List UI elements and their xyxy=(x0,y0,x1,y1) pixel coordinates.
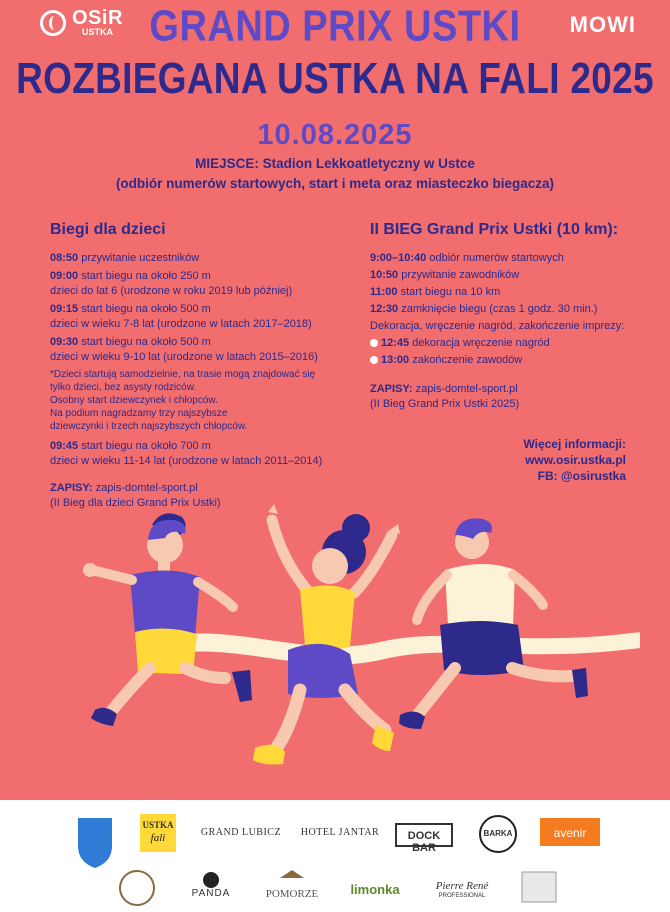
note-line: Na podium nagradzamy trzy najszybsze xyxy=(50,408,228,419)
event-title: ROZBIEGANA USTKA NA FALI 2025 xyxy=(16,54,654,103)
runner-boy-right xyxy=(399,518,588,729)
sponsor-pierre-rene-sub: PROFESSIONAL xyxy=(438,893,486,899)
schedule-time: 09:00 xyxy=(50,270,79,282)
signup-label: ZAPISY: xyxy=(50,482,93,494)
sponsor-ustka: USTKA xyxy=(142,820,174,830)
website-link[interactable]: www.osir.ustka.pl xyxy=(525,453,626,467)
sponsor-grand-lubicz: GRAND LUBICZ xyxy=(200,827,282,838)
mowi-logo: MOWI xyxy=(569,12,636,37)
schedule-time: 09:45 xyxy=(50,440,79,452)
sponsor-square-logo xyxy=(522,872,556,902)
schedule-time: 13:00 xyxy=(381,354,410,366)
schedule-text: start biegu na 10 km xyxy=(397,286,501,298)
sponsor-barka: BARKA xyxy=(483,829,513,838)
main-race-heading: II BIEG Grand Prix Ustki (10 km): xyxy=(370,221,619,238)
sponsor-fali: fali xyxy=(150,832,166,844)
schedule-subtext: dzieci w wieku 9-10 lat (urodzone w latach 2015–2016) xyxy=(50,351,318,363)
sponsor-avenir: avenir xyxy=(553,826,587,840)
schedule-text: start biegu na około 250 m xyxy=(78,270,211,282)
schedule-text: zamknięcie biegu (czas 1 godz. 30 min.) xyxy=(398,303,598,315)
schedule-time: 08:50 xyxy=(50,252,79,264)
schedule-text: dekoracja wręczenie nagród xyxy=(409,337,550,349)
schedule-text: start biegu na około 700 m xyxy=(78,440,211,452)
signup-label: ZAPISY: xyxy=(370,383,413,395)
schedule-time: 10:50 xyxy=(370,269,399,281)
sponsors-strip xyxy=(0,800,670,912)
signup-site: zapis-domtel-sport.pl xyxy=(92,482,198,494)
kids-races-heading: Biegi dla dzieci xyxy=(50,221,166,238)
sponsor-hotel-jantar: HOTEL JANTAR xyxy=(300,827,380,838)
schedule-subtext: dzieci do lat 6 (urodzone w roku 2019 lub później) xyxy=(50,285,293,297)
schedule-time: 9:00–10:40 xyxy=(370,252,427,264)
osir-logo-sub: USTKA xyxy=(81,27,113,37)
schedule-subtext: dzieci w wieku 7-8 lat (urodzone w latach 2017–2018) xyxy=(50,318,312,330)
sponsor-logos xyxy=(0,800,670,912)
panda-icon xyxy=(203,872,219,888)
schedule-text: przywitanie zawodników xyxy=(398,269,520,281)
more-info-label: Więcej informacji: xyxy=(523,437,626,451)
sponsor-dock-bar: DOCK BAR xyxy=(407,830,441,854)
schedule-text: przywitanie uczestników xyxy=(78,252,200,264)
kids-signup-sub: (II Bieg dla dzieci Grand Prix Ustki) xyxy=(50,497,221,509)
note-line: dziewczynki i trzech najszybszych chłopców. xyxy=(50,421,248,432)
runner-girl-middle xyxy=(253,504,400,765)
schedule-subtext: dzieci w wieku 11-14 lat (urodzone w latach 2011–2014) xyxy=(50,455,323,467)
schedule-text: start biegu na około 500 m xyxy=(78,303,211,315)
place-details: (odbiór numerów startowych, start i meta oraz miasteczko biegacza) xyxy=(115,176,555,191)
sponsor-round-logo xyxy=(120,871,154,905)
place-line: MIEJSCE: Stadion Lekkoatletyczny w Ustce xyxy=(195,156,475,171)
sponsor-pierre-rene: Pierre René xyxy=(435,880,489,892)
sponsor-limonka: limonka xyxy=(350,882,400,897)
facebook-handle: FB: @osirustka xyxy=(537,469,626,483)
schedule-time: 11:00 xyxy=(370,286,398,298)
schedule-time: 12:30 xyxy=(370,303,399,315)
note-line: tylko dzieci, bez asysty rodziców. xyxy=(50,382,197,393)
note-line: Osobny start dziewczynek i chłopców. xyxy=(50,395,218,406)
runner-boy-left xyxy=(83,513,252,726)
pomorze-roof-icon xyxy=(280,870,304,878)
signup-site: zapis-domtel-sport.pl xyxy=(412,383,518,395)
osir-logo-name: OSiR xyxy=(72,7,123,29)
schedule-text: odbiór numerów startowych xyxy=(426,252,564,264)
schedule-time: 12:45 xyxy=(381,337,410,349)
schedule-time: 09:15 xyxy=(50,303,79,315)
schedule-time: 09:30 xyxy=(50,336,79,348)
schedule-text: zakończenie zawodów xyxy=(409,354,523,366)
finish-ribbon xyxy=(150,632,640,665)
ustka-crest-icon xyxy=(78,818,112,868)
schedule-text: start biegu na około 500 m xyxy=(78,336,211,348)
event-series-title: GRAND PRIX USTKI xyxy=(149,2,521,52)
main-signup-sub: (II Bieg Grand Prix Ustki 2025) xyxy=(370,398,520,410)
ceremony-label: Dekoracja, wręczenie nagród, zakończenie imprezy: xyxy=(370,320,625,332)
sponsor-panda: PANDA xyxy=(191,888,231,899)
sponsor-pomorze: POMORZE xyxy=(265,888,319,900)
event-date: 10.08.2025 xyxy=(257,119,413,151)
note-line: *Dzieci startują samodzielnie, na trasie mogą znajdować się xyxy=(50,369,316,380)
